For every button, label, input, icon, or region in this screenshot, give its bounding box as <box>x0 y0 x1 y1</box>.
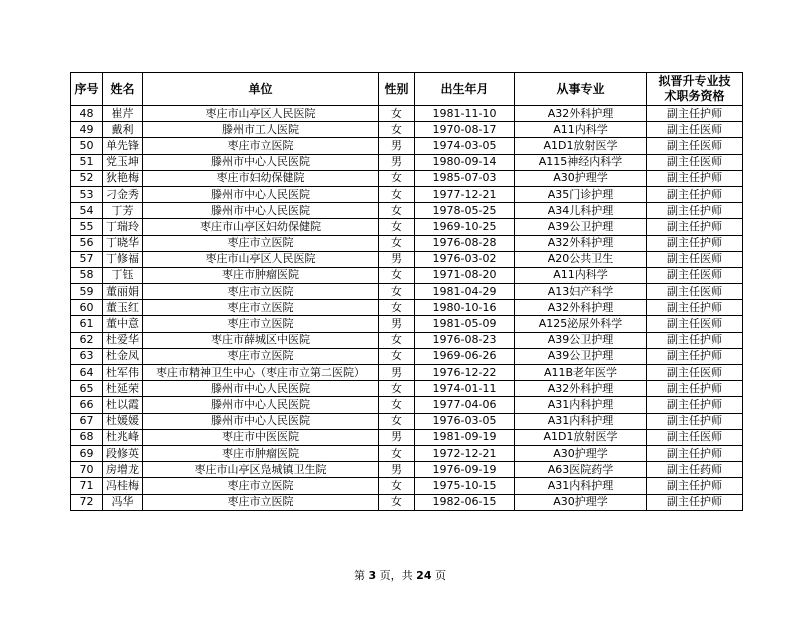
cell-major: A30护理学 <box>515 170 647 186</box>
cell-seq: 61 <box>71 316 103 332</box>
cell-major: A31内科护理 <box>515 397 647 413</box>
table-row <box>71 186 743 202</box>
cell-gender: 女 <box>379 267 415 283</box>
cell-major: A30护理学 <box>515 494 647 510</box>
cell-name: 冯华 <box>103 494 143 510</box>
cell-unit: 滕州市中心人民医院 <box>143 186 379 202</box>
cell-seq: 64 <box>71 365 103 381</box>
cell-dob: 1977-04-06 <box>415 397 515 413</box>
table-row <box>71 300 743 316</box>
cell-unit: 枣庄市山亭区人民医院 <box>143 106 379 122</box>
page-footer <box>0 567 800 583</box>
cell-dob: 1976-03-05 <box>415 413 515 429</box>
cell-unit: 枣庄市立医院 <box>143 284 379 300</box>
table-row <box>71 429 743 445</box>
cell-title: 副主任护师 <box>647 494 743 510</box>
cell-seq: 49 <box>71 122 103 138</box>
cell-major: A125泌尿外科学 <box>515 316 647 332</box>
cell-name: 杜以霞 <box>103 397 143 413</box>
footer-suffix: 页 <box>434 569 446 582</box>
header-title-line2: 术职务资格 <box>664 89 725 103</box>
cell-major: A39公卫护理 <box>515 332 647 348</box>
cell-gender: 女 <box>379 413 415 429</box>
cell-major: A34儿科护理 <box>515 203 647 219</box>
cell-gender: 女 <box>379 300 415 316</box>
cell-title: 副主任护师 <box>647 170 743 186</box>
table-row <box>71 381 743 397</box>
cell-seq: 68 <box>71 429 103 445</box>
header-seq: 序号 <box>71 73 103 106</box>
cell-dob: 1972-12-21 <box>415 445 515 461</box>
cell-seq: 56 <box>71 235 103 251</box>
cell-gender: 女 <box>379 122 415 138</box>
cell-major: A1D1放射医学 <box>515 138 647 154</box>
cell-major: A39公卫护理 <box>515 219 647 235</box>
cell-name: 董玉红 <box>103 300 143 316</box>
header-title-line1: 拟晋升专业技 <box>658 74 731 88</box>
cell-gender: 女 <box>379 219 415 235</box>
cell-seq: 53 <box>71 186 103 202</box>
cell-gender: 男 <box>379 316 415 332</box>
cell-name: 丁钰 <box>103 267 143 283</box>
cell-dob: 1974-03-05 <box>415 138 515 154</box>
cell-dob: 1971-08-20 <box>415 267 515 283</box>
cell-major: A11B老年医学 <box>515 365 647 381</box>
table-row <box>71 397 743 413</box>
cell-dob: 1976-12-22 <box>415 365 515 381</box>
cell-gender: 女 <box>379 332 415 348</box>
cell-name: 董中意 <box>103 316 143 332</box>
cell-dob: 1969-06-26 <box>415 348 515 364</box>
footer-prefix: 第 <box>354 569 366 582</box>
cell-title: 副主任护师 <box>647 332 743 348</box>
cell-gender: 女 <box>379 478 415 494</box>
table-row <box>71 365 743 381</box>
table-row <box>71 316 743 332</box>
cell-unit: 枣庄市立医院 <box>143 235 379 251</box>
cell-major: A30护理学 <box>515 445 647 461</box>
header-title <box>647 73 743 106</box>
cell-unit: 滕州市工人医院 <box>143 122 379 138</box>
cell-dob: 1977-12-21 <box>415 186 515 202</box>
cell-name: 单先锋 <box>103 138 143 154</box>
cell-dob: 1981-09-19 <box>415 429 515 445</box>
cell-dob: 1981-05-09 <box>415 316 515 332</box>
cell-title: 副主任护师 <box>647 478 743 494</box>
table-row <box>71 170 743 186</box>
roster-table <box>70 72 743 511</box>
cell-dob: 1976-03-02 <box>415 251 515 267</box>
cell-major: A115神经内科学 <box>515 154 647 170</box>
table-row <box>71 413 743 429</box>
cell-major: A39公卫护理 <box>515 348 647 364</box>
header-unit: 单位 <box>143 73 379 106</box>
table-row <box>71 219 743 235</box>
cell-gender: 女 <box>379 235 415 251</box>
header-row <box>71 73 743 106</box>
cell-unit: 枣庄市精神卫生中心（枣庄市立第二医院） <box>143 365 379 381</box>
cell-dob: 1976-09-19 <box>415 462 515 478</box>
cell-seq: 65 <box>71 381 103 397</box>
cell-unit: 枣庄市立医院 <box>143 316 379 332</box>
cell-title: 副主任医师 <box>647 365 743 381</box>
cell-dob: 1976-08-28 <box>415 235 515 251</box>
cell-major: A11内科学 <box>515 122 647 138</box>
cell-major: A13妇产科学 <box>515 284 647 300</box>
cell-title: 副主任医师 <box>647 122 743 138</box>
cell-unit: 枣庄市山亭区人民医院 <box>143 251 379 267</box>
cell-name: 冯桂梅 <box>103 478 143 494</box>
header-name: 姓名 <box>103 73 143 106</box>
cell-unit: 滕州市中心人民医院 <box>143 397 379 413</box>
table-row <box>71 203 743 219</box>
cell-gender: 男 <box>379 462 415 478</box>
cell-name: 戴利 <box>103 122 143 138</box>
cell-unit: 枣庄市中医医院 <box>143 429 379 445</box>
cell-gender: 女 <box>379 348 415 364</box>
cell-unit: 枣庄市肿瘤医院 <box>143 445 379 461</box>
cell-title: 副主任护师 <box>647 203 743 219</box>
cell-name: 董丽娟 <box>103 284 143 300</box>
cell-seq: 67 <box>71 413 103 429</box>
cell-gender: 男 <box>379 365 415 381</box>
cell-unit: 滕州市中心人民医院 <box>143 154 379 170</box>
cell-gender: 女 <box>379 445 415 461</box>
table-body <box>71 106 743 511</box>
cell-seq: 72 <box>71 494 103 510</box>
table-row <box>71 267 743 283</box>
cell-name: 狄艳梅 <box>103 170 143 186</box>
cell-title: 副主任医师 <box>647 316 743 332</box>
cell-dob: 1976-08-23 <box>415 332 515 348</box>
cell-unit: 枣庄市立医院 <box>143 300 379 316</box>
cell-gender: 女 <box>379 381 415 397</box>
cell-title: 副主任医师 <box>647 154 743 170</box>
cell-dob: 1982-06-15 <box>415 494 515 510</box>
cell-name: 杜爱华 <box>103 332 143 348</box>
cell-name: 杜媛媛 <box>103 413 143 429</box>
cell-gender: 女 <box>379 284 415 300</box>
footer-total-pages: 24 <box>416 569 432 582</box>
cell-major: A32外科护理 <box>515 381 647 397</box>
header-gender: 性别 <box>379 73 415 106</box>
cell-title: 副主任医师 <box>647 429 743 445</box>
cell-dob: 1975-10-15 <box>415 478 515 494</box>
cell-gender: 女 <box>379 170 415 186</box>
cell-gender: 男 <box>379 251 415 267</box>
cell-major: A1D1放射医学 <box>515 429 647 445</box>
cell-title: 副主任护师 <box>647 413 743 429</box>
cell-unit: 枣庄市立医院 <box>143 138 379 154</box>
cell-seq: 60 <box>71 300 103 316</box>
cell-seq: 58 <box>71 267 103 283</box>
cell-title: 副主任护师 <box>647 300 743 316</box>
cell-gender: 男 <box>379 429 415 445</box>
table-header <box>71 73 743 106</box>
cell-gender: 女 <box>379 186 415 202</box>
cell-title: 副主任护师 <box>647 397 743 413</box>
cell-title: 副主任药师 <box>647 462 743 478</box>
cell-seq: 71 <box>71 478 103 494</box>
cell-unit: 枣庄市山亭区妇幼保健院 <box>143 219 379 235</box>
cell-name: 段修英 <box>103 445 143 461</box>
cell-unit: 滕州市中心人民医院 <box>143 413 379 429</box>
cell-title: 副主任护师 <box>647 235 743 251</box>
cell-unit: 枣庄市立医院 <box>143 478 379 494</box>
cell-seq: 69 <box>71 445 103 461</box>
table-row <box>71 154 743 170</box>
cell-dob: 1970-08-17 <box>415 122 515 138</box>
cell-major: A31内科护理 <box>515 478 647 494</box>
cell-title: 副主任护师 <box>647 219 743 235</box>
table-row <box>71 332 743 348</box>
cell-unit: 滕州市中心人民医院 <box>143 203 379 219</box>
table-row <box>71 348 743 364</box>
footer-page-number: 3 <box>368 569 377 582</box>
cell-dob: 1980-10-16 <box>415 300 515 316</box>
table-row <box>71 251 743 267</box>
cell-name: 丁芳 <box>103 203 143 219</box>
cell-title: 副主任护师 <box>647 186 743 202</box>
cell-name: 丁瑞玲 <box>103 219 143 235</box>
cell-dob: 1969-10-25 <box>415 219 515 235</box>
cell-major: A32外科护理 <box>515 300 647 316</box>
cell-title: 副主任护师 <box>647 445 743 461</box>
cell-seq: 59 <box>71 284 103 300</box>
cell-major: A35门诊护理 <box>515 186 647 202</box>
cell-name: 杜金凤 <box>103 348 143 364</box>
cell-title: 副主任医师 <box>647 138 743 154</box>
cell-seq: 50 <box>71 138 103 154</box>
cell-major: A32外科护理 <box>515 106 647 122</box>
cell-dob: 1978-05-25 <box>415 203 515 219</box>
cell-seq: 57 <box>71 251 103 267</box>
table-row <box>71 122 743 138</box>
table-row <box>71 106 743 122</box>
cell-major: A11内科学 <box>515 267 647 283</box>
cell-title: 副主任医师 <box>647 251 743 267</box>
cell-name: 杜延荣 <box>103 381 143 397</box>
cell-seq: 62 <box>71 332 103 348</box>
cell-major: A63医院药学 <box>515 462 647 478</box>
cell-seq: 54 <box>71 203 103 219</box>
table-row <box>71 494 743 510</box>
cell-seq: 52 <box>71 170 103 186</box>
cell-title: 副主任护师 <box>647 348 743 364</box>
footer-middle: 页，共 <box>379 569 413 582</box>
cell-dob: 1980-09-14 <box>415 154 515 170</box>
cell-dob: 1974-01-11 <box>415 381 515 397</box>
cell-name: 崔芹 <box>103 106 143 122</box>
cell-name: 丁修福 <box>103 251 143 267</box>
table-row <box>71 462 743 478</box>
header-dob: 出生年月 <box>415 73 515 106</box>
table-row <box>71 235 743 251</box>
table-row <box>71 478 743 494</box>
cell-name: 杜兆峰 <box>103 429 143 445</box>
cell-gender: 女 <box>379 397 415 413</box>
cell-name: 丁晓华 <box>103 235 143 251</box>
cell-major: A31内科护理 <box>515 413 647 429</box>
cell-unit: 滕州市中心人民医院 <box>143 381 379 397</box>
cell-unit: 枣庄市妇幼保健院 <box>143 170 379 186</box>
cell-major: A32外科护理 <box>515 235 647 251</box>
cell-gender: 女 <box>379 203 415 219</box>
cell-name: 党玉坤 <box>103 154 143 170</box>
cell-gender: 女 <box>379 106 415 122</box>
header-major: 从事专业 <box>515 73 647 106</box>
cell-unit: 枣庄市肿瘤医院 <box>143 267 379 283</box>
cell-name: 刁金秀 <box>103 186 143 202</box>
cell-seq: 55 <box>71 219 103 235</box>
table-row <box>71 445 743 461</box>
cell-gender: 男 <box>379 138 415 154</box>
cell-unit: 枣庄市立医院 <box>143 348 379 364</box>
cell-seq: 70 <box>71 462 103 478</box>
cell-seq: 48 <box>71 106 103 122</box>
cell-unit: 枣庄市薛城区中医院 <box>143 332 379 348</box>
table-row <box>71 284 743 300</box>
cell-title: 副主任护师 <box>647 106 743 122</box>
cell-seq: 66 <box>71 397 103 413</box>
cell-seq: 51 <box>71 154 103 170</box>
cell-title: 副主任护师 <box>647 381 743 397</box>
cell-dob: 1981-04-29 <box>415 284 515 300</box>
cell-dob: 1981-11-10 <box>415 106 515 122</box>
cell-dob: 1985-07-03 <box>415 170 515 186</box>
cell-title: 副主任医师 <box>647 267 743 283</box>
cell-name: 房增龙 <box>103 462 143 478</box>
cell-gender: 男 <box>379 154 415 170</box>
cell-major: A20公共卫生 <box>515 251 647 267</box>
cell-seq: 63 <box>71 348 103 364</box>
cell-title: 副主任医师 <box>647 284 743 300</box>
table-row <box>71 138 743 154</box>
cell-unit: 枣庄市山亭区凫城镇卫生院 <box>143 462 379 478</box>
cell-unit: 枣庄市立医院 <box>143 494 379 510</box>
cell-gender: 女 <box>379 494 415 510</box>
cell-name: 杜军伟 <box>103 365 143 381</box>
